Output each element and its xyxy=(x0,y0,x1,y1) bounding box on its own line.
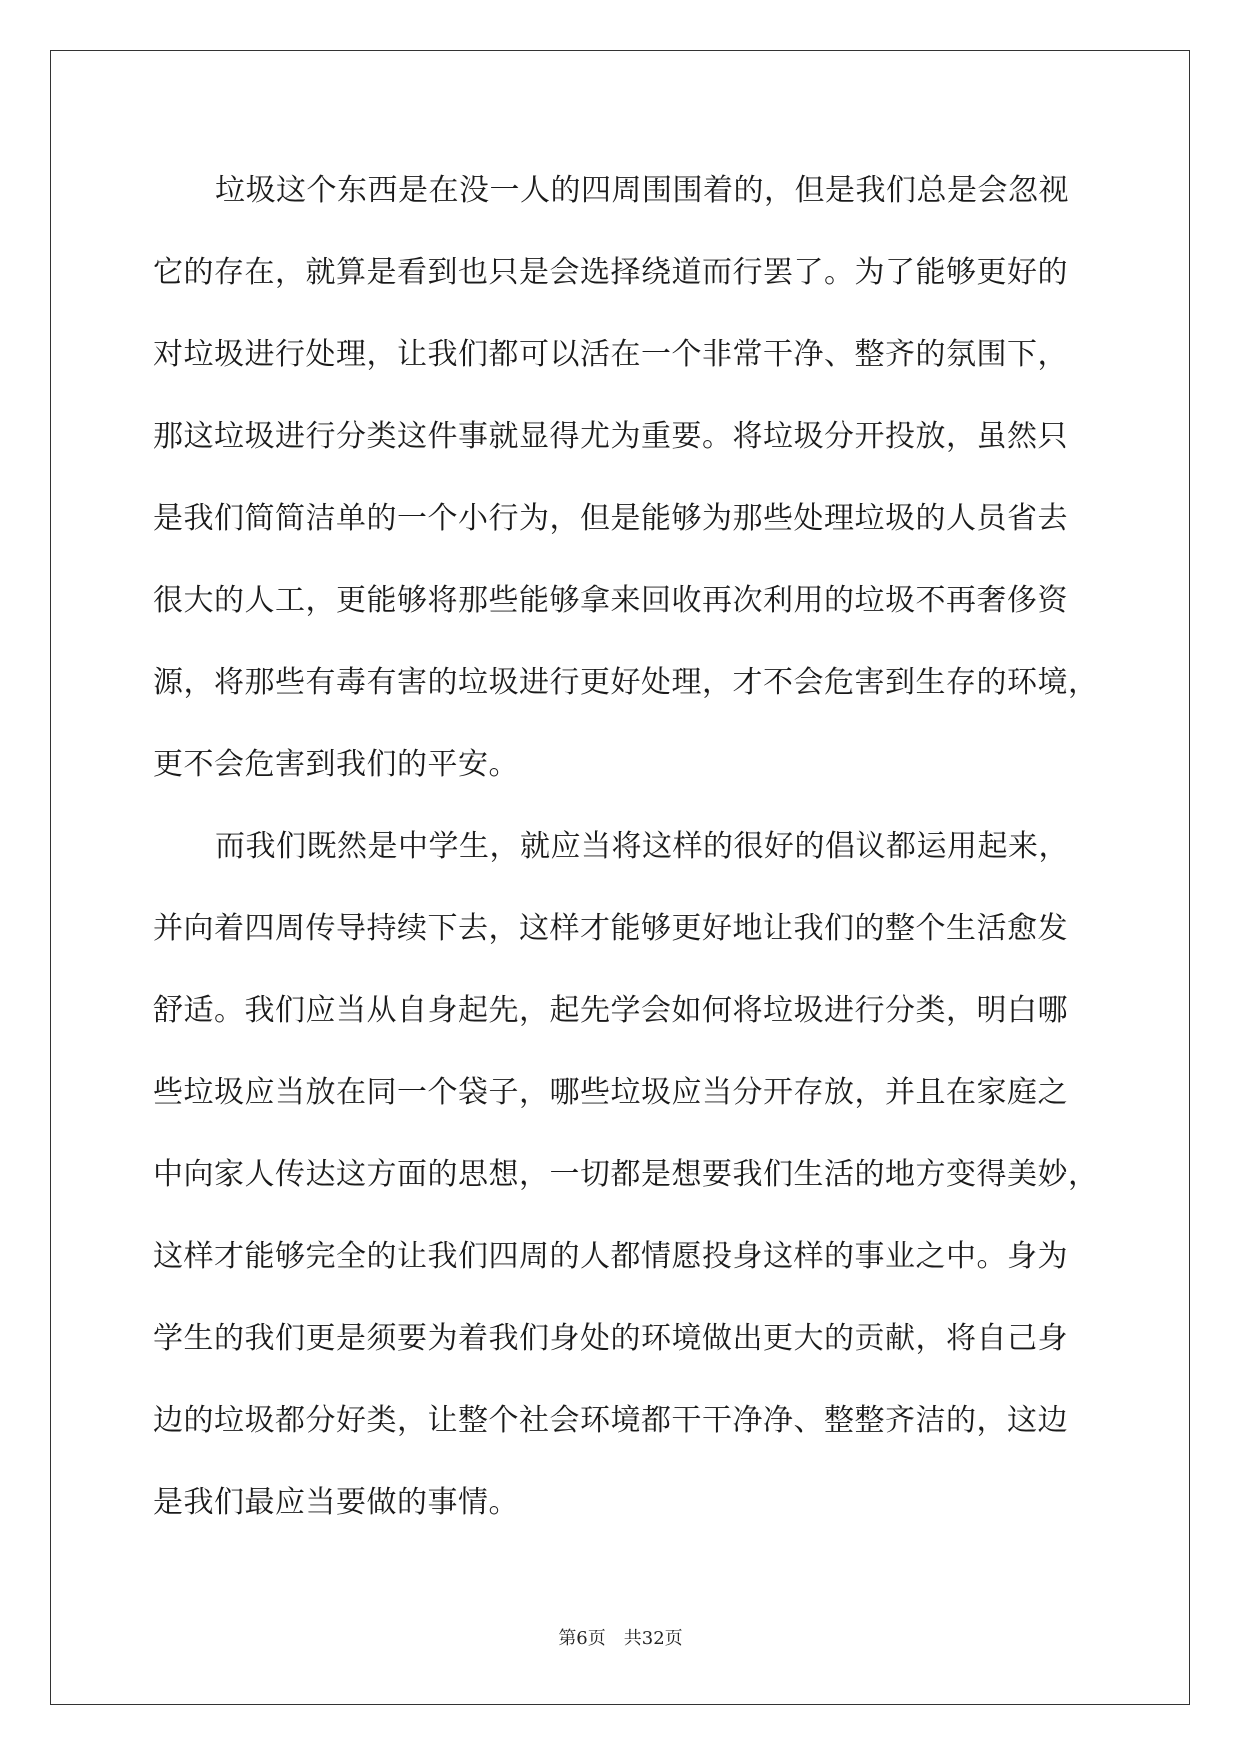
text-line: 它的存在，就算是看到也只是会选择绕道而行罢了。为了能够更好的 xyxy=(153,255,1068,290)
text-line: 是我们简简洁单的一个小行为，但是能够为那些处理垃圾的人员省去 xyxy=(153,501,1068,536)
text-line: 垃圾这个东西是在没一人的四周围围着的，但是我们总是会忽视 xyxy=(215,173,1069,208)
paragraph-2 xyxy=(153,815,1099,1553)
text-line: 源，将那些有毒有害的垃圾进行更好处理，才不会危害到生存的环境， xyxy=(153,665,1099,700)
text-line: 舒适。我们应当从自身起先，起先学会如何将垃圾进行分类，明白哪 xyxy=(153,993,1068,1028)
text-line: 对垃圾进行处理，让我们都可以活在一个非常干净、整齐的氛围下， xyxy=(153,337,1068,372)
text-line: 中向家人传达这方面的思想，一切都是想要我们生活的地方变得美妙， xyxy=(153,1157,1099,1192)
text-line: 些垃圾应当放在同一个袋子，哪些垃圾应当分开存放，并且在家庭之 xyxy=(153,1075,1068,1110)
text-line: 是我们最应当要做的事情。 xyxy=(153,1485,519,1520)
text-line: 更不会危害到我们的平安。 xyxy=(153,747,519,782)
page-number-footer: 第6页 共32页 xyxy=(558,1628,683,1649)
text-line: 边的垃圾都分好类，让整个社会环境都干干净净、整整齐洁的，这边 xyxy=(153,1403,1068,1438)
text-line: 而我们既然是中学生，就应当将这样的很好的倡议都运用起来， xyxy=(215,829,1069,864)
text-line: 那这垃圾进行分类这件事就显得尤为重要。将垃圾分开投放，虽然只 xyxy=(153,419,1068,454)
text-line: 学生的我们更是须要为着我们身处的环境做出更大的贡献，将自己身 xyxy=(153,1321,1068,1356)
text-line: 很大的人工，更能够将那些能够拿来回收再次利用的垃圾不再奢侈资 xyxy=(153,583,1068,618)
text-line: 这样才能够完全的让我们四周的人都情愿投身这样的事业之中。身为 xyxy=(153,1239,1068,1274)
body-text xyxy=(153,159,1099,1553)
text-line: 并向着四周传导持续下去，这样才能够更好地让我们的整个生活愈发 xyxy=(153,911,1068,946)
paragraph-1 xyxy=(153,159,1099,815)
